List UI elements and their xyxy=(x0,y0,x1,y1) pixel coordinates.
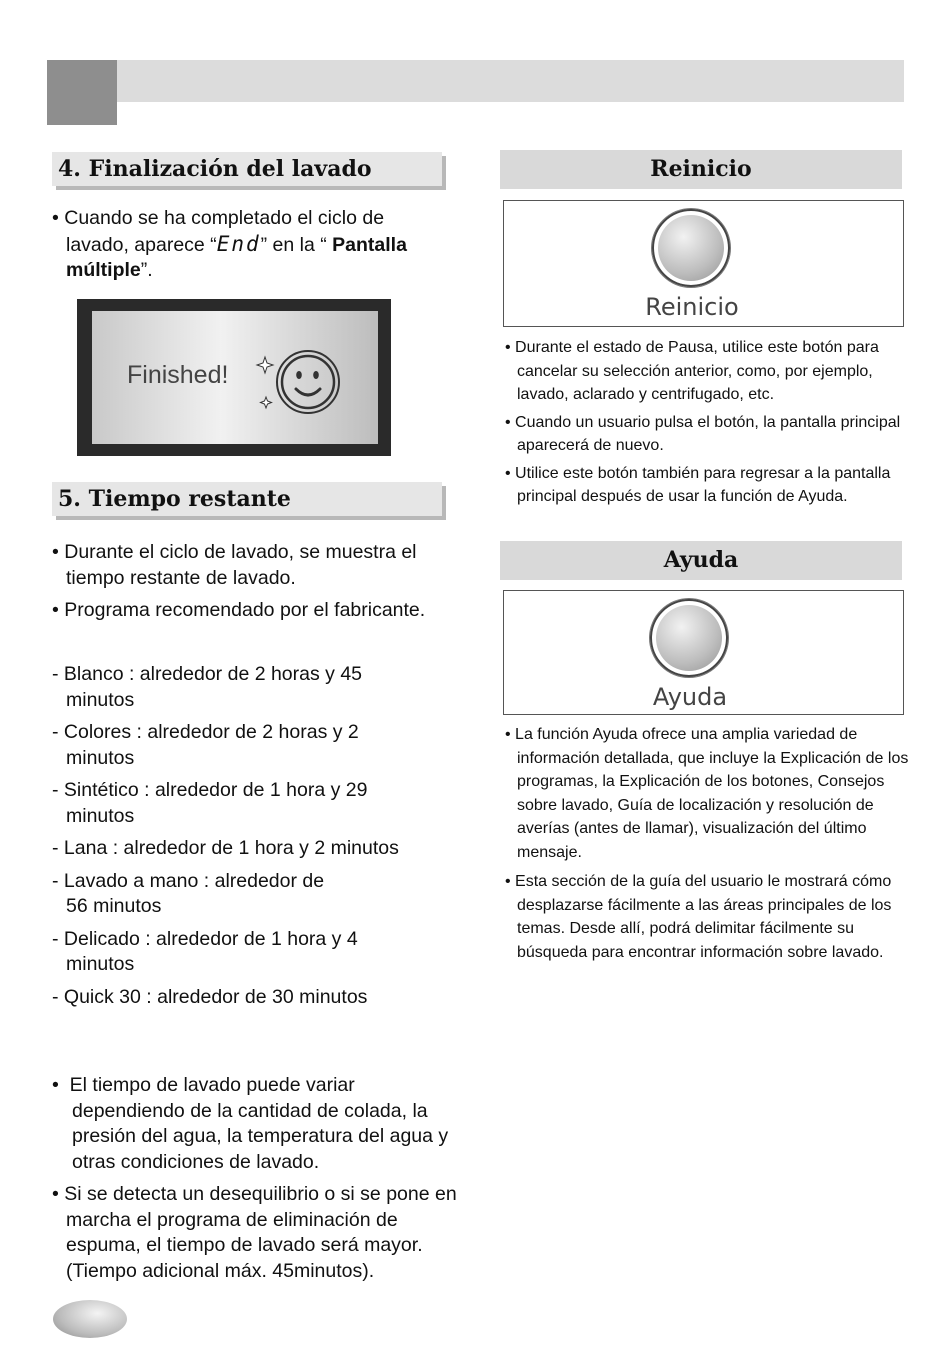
section-5-note: • Si se detecta un desequilibrio o si se pone en marcha el programa de eliminación de espuma, el tiempo de lavado será mayor. (Tiempo adicional máx. 45minutos). xyxy=(52,1183,457,1282)
ayuda-bullet-text: Esta sección de la guía del usuario le mostrará cómo desplazarse fácilmente a las áreas principales de los temas. Desde allí, podrá delimitar fácilmente su búsqueda para encontrar información sobre lavado. xyxy=(515,873,892,961)
reinicio-bullet-text: Cuando un usuario pulsa el botón, la pantalla principal aparecerá de nuevo. xyxy=(515,413,901,454)
ayuda-bullet: • Esta sección de la guía del usuario le mostrará cómo desplazarse fácilmente a las áreas principales de los temas. Desde allí, podrá delimitar fácilmente su búsqueda para encontrar información sobre lavado. xyxy=(505,873,892,961)
section-5-notes xyxy=(52,1073,467,1284)
program-time-item: - Lana : alrededor de 1 hora y 2 minutos xyxy=(52,837,399,859)
display-finished-text: Finished! xyxy=(127,361,229,389)
program-times-list xyxy=(52,662,452,1010)
reinicio-bullet: • Durante el estado de Pausa, utilice este botón para cancelar su selección anterior, como, por ejemplo, lavado, aclarado y centrifugado, etc. xyxy=(505,339,879,403)
section-4-text-a: Cuando se ha completado el ciclo de lavado, aparece “ xyxy=(64,207,385,256)
section-4-text-b: ” en la “ xyxy=(260,233,333,256)
section-5-note-text: Si se detecta un desequilibrio o si se pone en marcha el programa de eliminación de espuma, el tiempo de lavado será mayor. (Tiempo adicional máx. 45minutos). xyxy=(64,1183,457,1282)
ayuda-title: Ayuda xyxy=(663,547,739,573)
section-5-note: • El tiempo de lavado puede variar dependiendo de la cantidad de colada, la presión del agua, la temperatura del agua y otras condiciones de lavado. xyxy=(52,1074,449,1173)
reinicio-bullet: • Utilice este botón también para regresar a la pantalla principal después de usar la función de Ayuda. xyxy=(505,464,891,505)
reinicio-knob-icon xyxy=(652,209,730,287)
section-5-heading xyxy=(52,482,442,516)
section-4-bullet: • Cuando se ha completado el ciclo de lavado, aparece “End” en la “ Pantalla múltiple”. xyxy=(52,207,407,281)
ayuda-button-illustration xyxy=(503,590,904,715)
program-time-item: - Blanco : alrededor de 2 horas y 45 minutos xyxy=(52,663,363,711)
section-4-body xyxy=(52,206,432,284)
reinicio-title: Reinicio xyxy=(650,156,752,182)
reinicio-heading xyxy=(500,150,902,189)
section-4-heading xyxy=(52,152,442,186)
program-time-item: - Quick 30 : alrededor de 30 minutos xyxy=(52,985,368,1008)
section-5-bullet-text: Durante el ciclo de lavado, se muestra el tiempo restante de lavado. xyxy=(64,541,417,589)
section-5-note-text: El tiempo de lavado puede variar dependiendo de la cantidad de colada, la presión del agua, la temperatura del agua y otras condiciones de lavado. xyxy=(69,1074,449,1173)
section-4-title: 4. Finalización del lavado xyxy=(58,156,372,182)
reinicio-bullets xyxy=(505,336,925,509)
program-time-item: - Lavado a mano : alrededor de 56 minutos xyxy=(52,869,325,917)
reinicio-bullet-text: Utilice este botón también para regresar a la pantalla principal después de usar la función de Ayuda. xyxy=(515,464,891,505)
program-time-item: - Delicado : alrededor de 1 hora y 4 minutos xyxy=(52,927,358,975)
page-header-tab xyxy=(47,60,117,125)
ayuda-heading xyxy=(500,541,902,580)
reinicio-button-illustration xyxy=(503,200,904,327)
page-number-oval xyxy=(53,1300,127,1338)
ayuda-knob-icon xyxy=(650,599,728,677)
page-header-bar xyxy=(47,60,904,102)
section-5-bullet-text: Programa recomendado por el fabricante. xyxy=(64,599,426,621)
end-code: End xyxy=(216,231,261,256)
ayuda-button-label: Ayuda xyxy=(652,683,728,711)
section-5-bullet: • Durante el ciclo de lavado, se muestra el tiempo restante de lavado. xyxy=(52,541,417,589)
section-5-bullets xyxy=(52,540,462,624)
reinicio-bullet-text: Durante el estado de Pausa, utilice este botón para cancelar su selección anterior, como, por ejemplo, lavado, aclarado y centrifugado, etc. xyxy=(515,339,879,403)
section-5-bullet: • Programa recomendado por el fabricante. xyxy=(52,599,426,621)
section-4-text-c: ”. xyxy=(140,259,153,281)
section-4-bold: Pantalla múltiple xyxy=(66,233,407,281)
ayuda-bullet: • La función Ayuda ofrece una amplia variedad de información detallada, que incluye la Explicación de los programas, la Explicación de los botones, Consejos sobre lavado, Guía de localización y resolución de averías (antes de llamar), visualización del último mensaje. xyxy=(505,726,909,861)
section-5-title: 5. Tiempo restante xyxy=(58,486,291,512)
smiley-icon xyxy=(255,345,345,425)
ayuda-bullet-text: La función Ayuda ofrece una amplia variedad de información detallada, que incluye la Explicación de los programas, la Explicación de los botones, Consejos sobre lavado, Guía de localización y resolución de averías (antes de llamar), visualización del último mensaje. xyxy=(515,726,909,861)
program-time-item: - Colores : alrededor de 2 horas y 2 minutos xyxy=(52,721,359,769)
program-time-item: - Sintético : alrededor de 1 hora y 29 minutos xyxy=(52,779,368,827)
reinicio-button-label: Reinicio xyxy=(645,293,739,321)
ayuda-bullets xyxy=(505,723,925,964)
reinicio-bullet: • Cuando un usuario pulsa el botón, la pantalla principal aparecerá de nuevo. xyxy=(505,413,901,454)
